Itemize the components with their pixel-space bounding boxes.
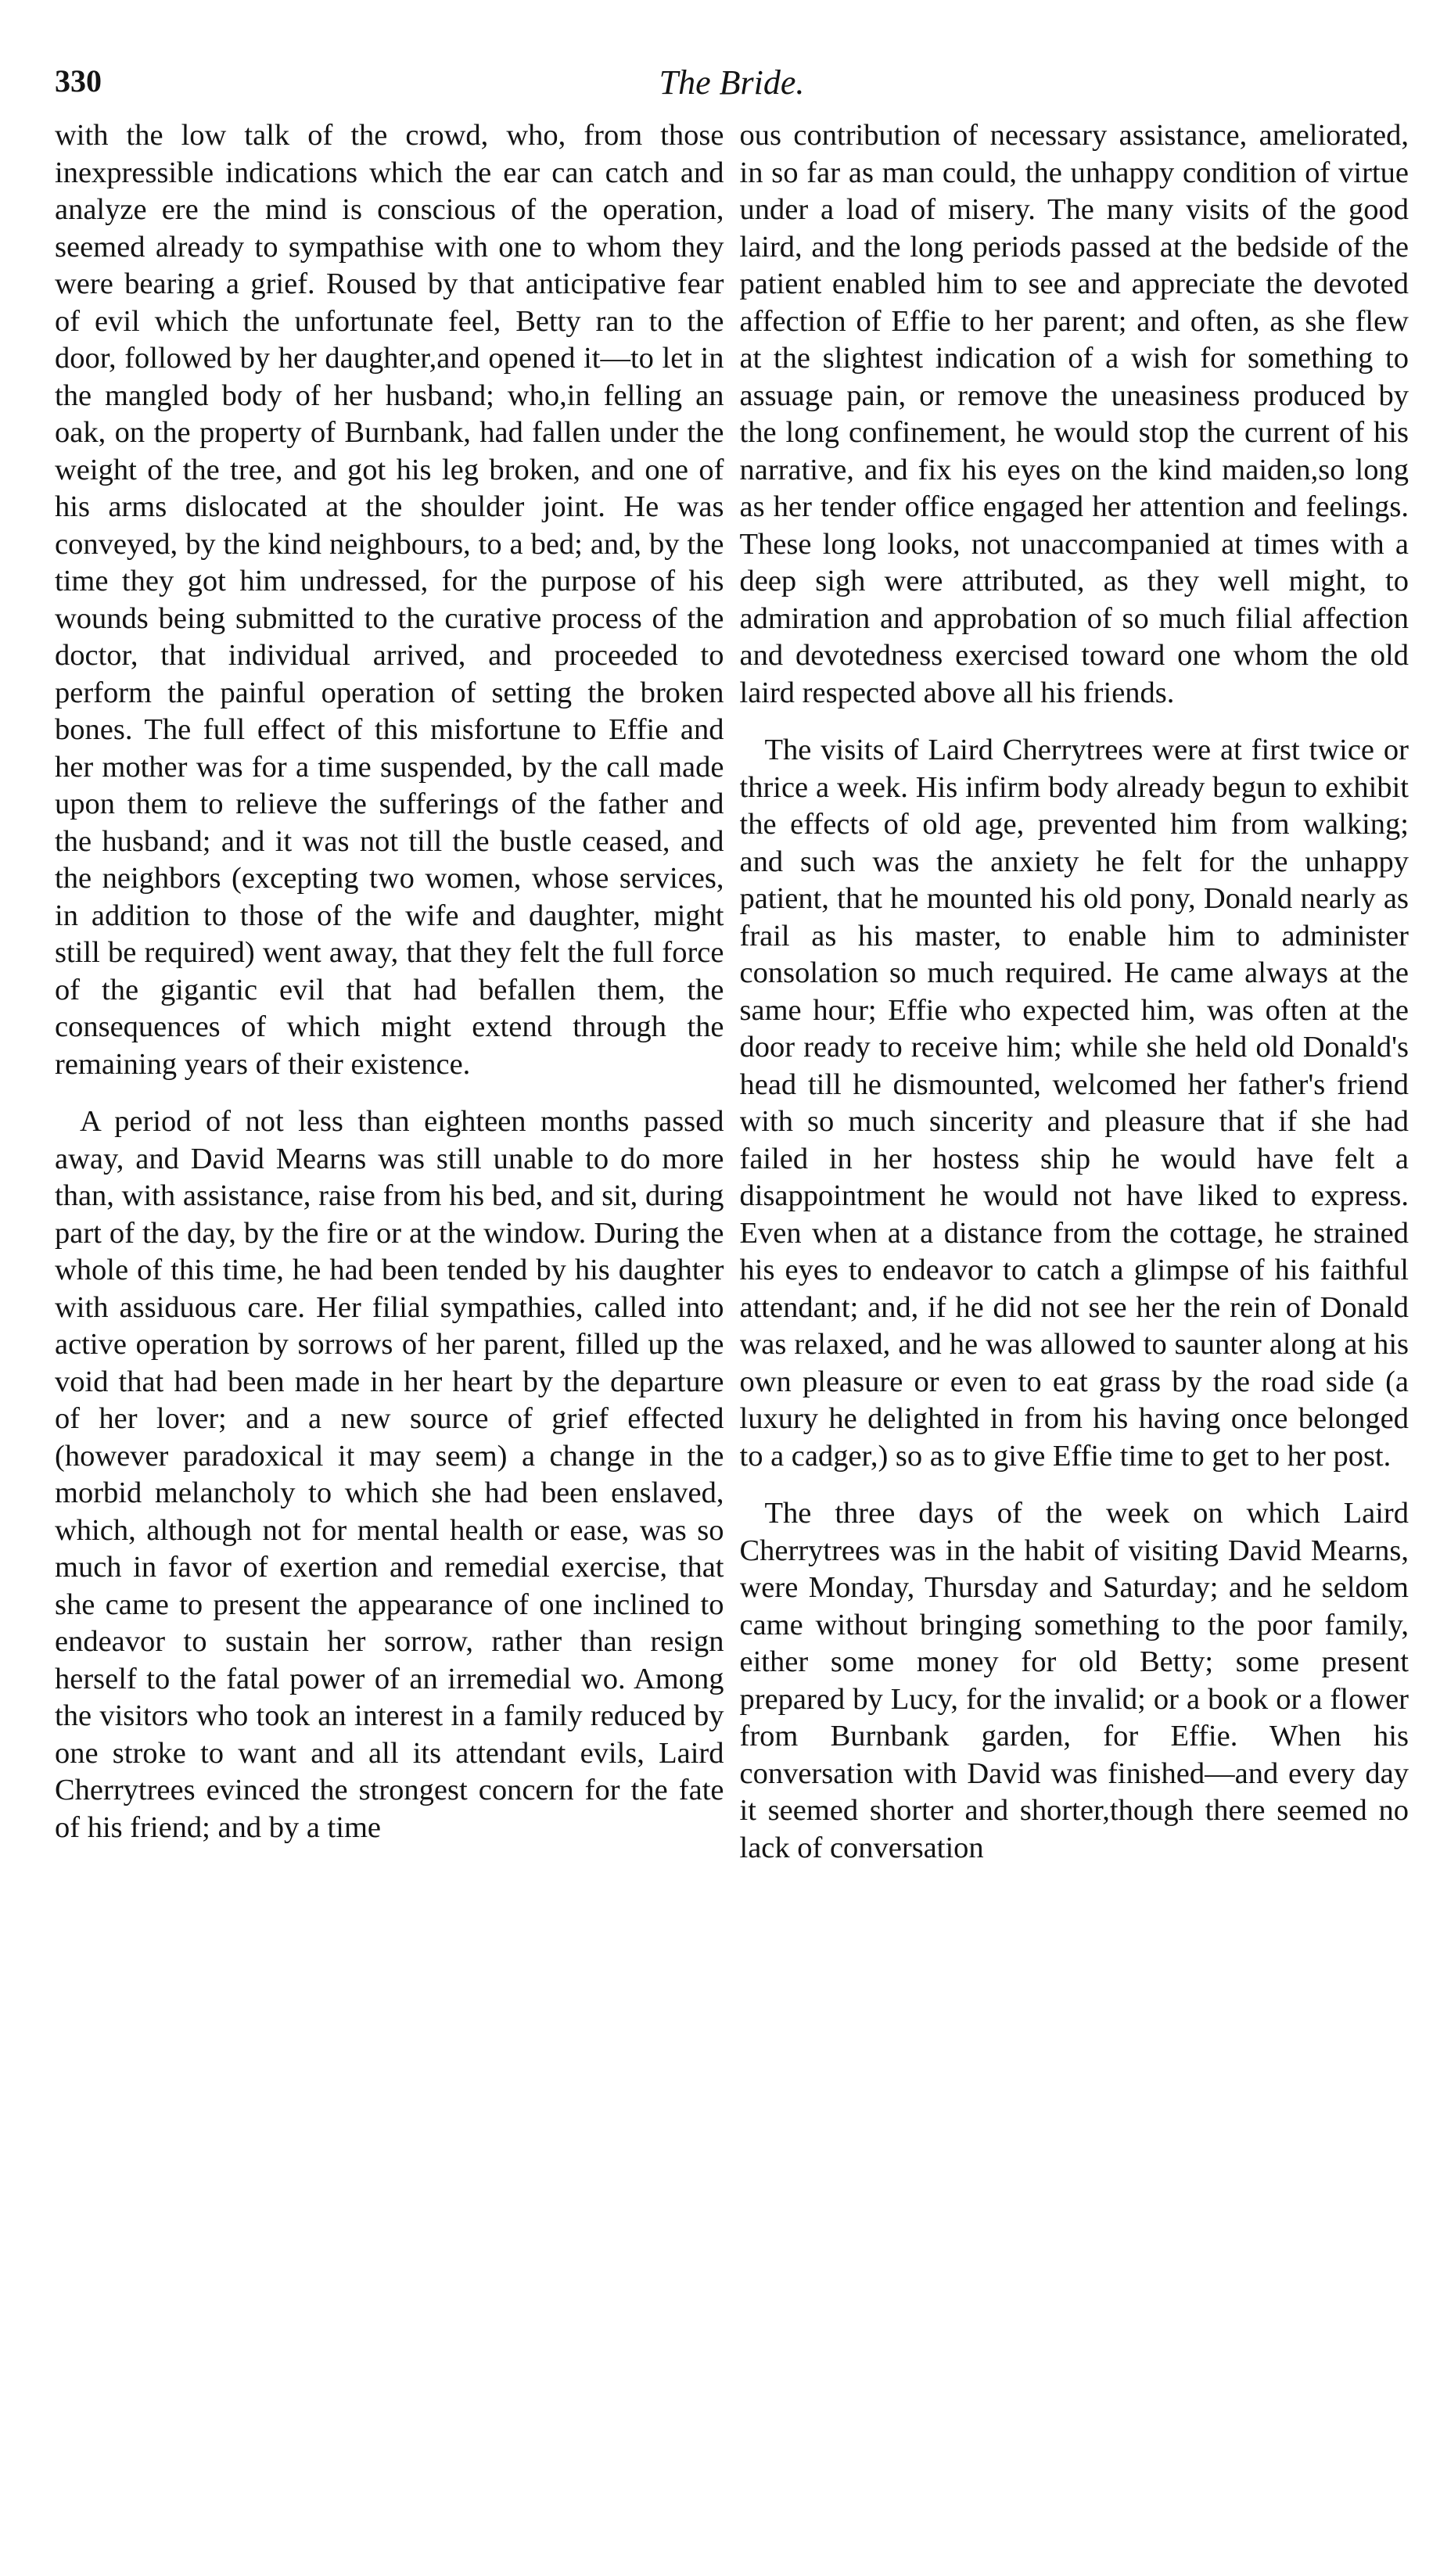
paragraph: The three days of the week on which Laird Cherrytrees was in the habit of visiting David Mearns, were Monday, Thursday and Saturday; and he seldom came without bringing something to the poor family, either some money for old Betty; some present prepared by Lucy, for the invalid; or a book or a flower from Burnbank garden, for Effie. When his conversation with David was finished—and every day it seemed shorter and shorter,though there seemed no lack of conversation	[739, 1497, 1409, 1864]
page-number: 330	[55, 63, 102, 99]
running-title: The Bride.	[659, 63, 805, 102]
paragraph: A period of not less than eighteen months passed away, and David Mearns was still unable to do more than, with assistance, raise from his bed, and sit, during part of the day, by the fire or at the window. During the whole of this time, he had been tended by his daughter with assiduous care. Her filial sympathies, called into active operation by sorrows of her parent, filled up the void that had been made in her heart by the departure of her lover; and a new source of grief effected (however paradoxical it may seem) a change in the morbid melancholy to which she had been enslaved, which, although not for mental health or ease, was so much in favor of exertion and remedial exercise, that she came to present the appearance of one inclined to endeavor to sustain her sorrow, rather than resign herself to the fatal power of an irremedial wo. Among the visitors who took an interest in a family reduced by one stroke to want and all its attendant evils, Laird Cherrytrees evinced the strongest concern for the fate of his friend; and by a time	[55, 1105, 724, 1844]
page-header	[55, 55, 1409, 117]
paragraph: ous contribution of necessary assistance, ameliorated, in so far as man could, the unhappy condition of virtue under a load of misery. The many visits of the good laird, and the long periods passed at the bedside of the patient enabled him to see and appreciate the devoted affection of Effie to her parent; and often, as she flew at the slightest indication of a wish for something to assuage pain, or remove the uneasiness produced by the long confinement, he would stop the current of his narrative, and fix his eyes on the kind maiden,so long as her tender office engaged her attention and feelings. These long looks, not unaccompanied at times with a deep sigh were attributed, as they well might, to admiration and approbation of so much filial affection and devotedness exercised toward one whom the old laird respected above all his friends.	[739, 119, 1409, 709]
text-columns	[55, 117, 1409, 1887]
right-column	[740, 117, 1409, 1887]
paragraph: with the low talk of the crowd, who, from those inexpressible indications which the ear can catch and analyze ere the mind is conscious of the operation, seemed already to sympathise with one to whom they were bearing a grief. Roused by that anticipative fear of evil which the unfortunate feel, Betty ran to the door, followed by her daughter,and opened it—to let in the mangled body of her husband; who,in felling an oak, on the property of Burnbank, had fallen under the weight of the tree, and got his leg broken, and one of his arms dislocated at the shoulder joint. He was conveyed, by the kind neighbours, to a bed; and, by the time they got him undressed, for the purpose of his wounds being submitted to the curative process of the doctor, that individual arrived, and proceeded to perform the painful operation of setting the broken bones. The full effect of this misfortune to Effie and her mother was for a time suspended, by the call made upon them to relieve the sufferings of the father and the husband; and it was not till the bustle ceased, and the neighbors (excepting two women, whose services, in addition to those of the wife and daughter, might still be required) went away, that they felt the full force of the gigantic evil that had befallen them, the consequences of which might extend through the remaining years of their existence.	[55, 119, 724, 1081]
paragraph: The visits of Laird Cherrytrees were at first twice or thrice a week. His infirm body already begun to exhibit the effects of old age, prevented him from walking; and such was the anxiety he felt for the unhappy patient, that he mounted his old pony, Donald nearly as frail as his master, to enable him to administer consolation so much required. He came always at the same hour; Effie who expected him, was often at the door ready to receive him; while she held old Donald's head till he dismounted, welcomed her father's friend with so much sincerity and pleasure that if she had failed in her hostess ship he would have felt a disappointment he would not have liked to express. Even when at a distance from the cottage, he strained his eyes to endeavor to catch a glimpse of his faithful attendant; and, if he did not see her the rein of Donald was relaxed, and he was allowed to saunter along at his own pleasure or even to eat grass by the road side (a luxury he delighted in from his having once belonged to a cadger,) so as to give Effie time to get to her post.	[739, 734, 1409, 1473]
left-column	[55, 117, 740, 1887]
